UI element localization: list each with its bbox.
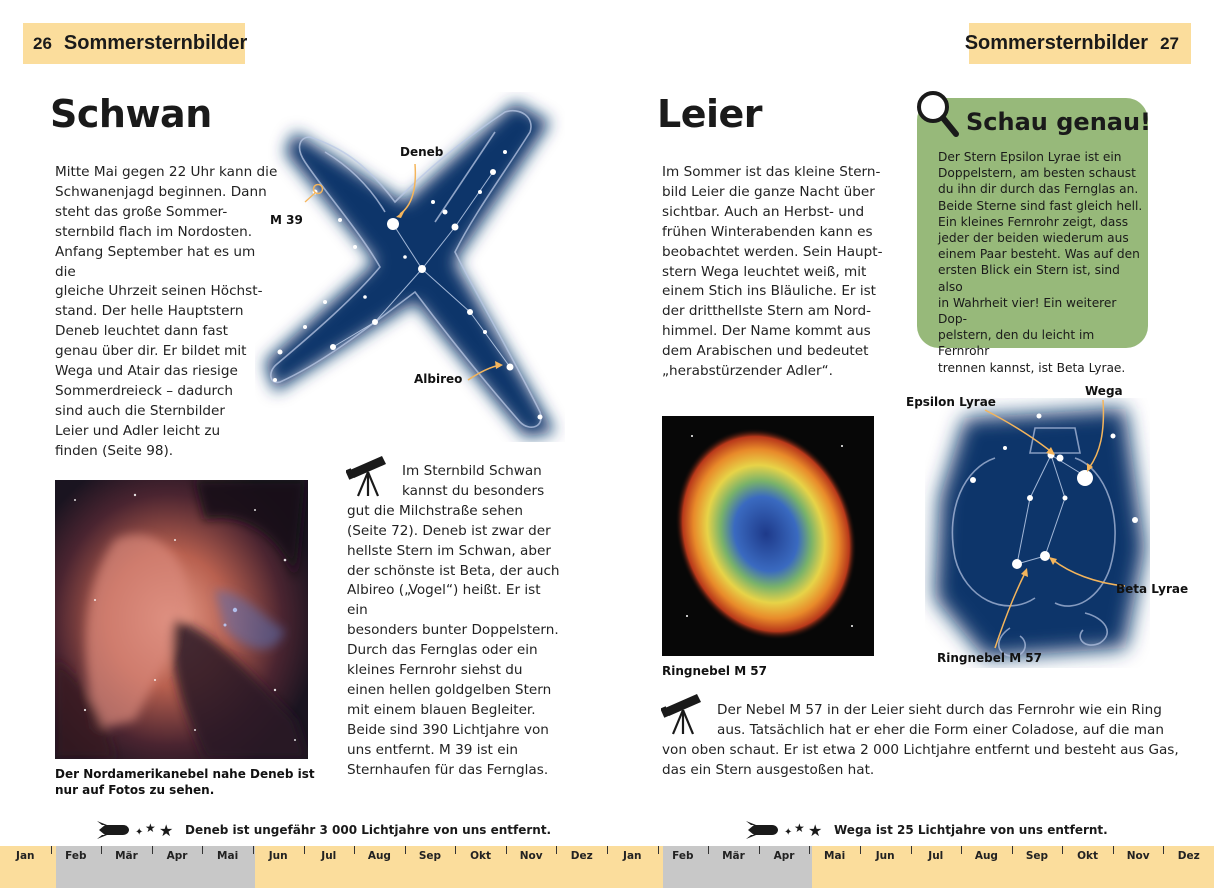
text-line: sichtbar. Auch an Herbst- und [662, 203, 865, 220]
month-label: Dez [570, 850, 593, 862]
label-epsilon-lyrae: Epsilon Lyrae [906, 395, 996, 409]
text-line: kleines Fernrohr siehst du [347, 662, 523, 679]
text-line: von oben schaut. Er ist etwa 2 000 Lichtjahre entfernt und besteht aus Gas, [662, 741, 1179, 758]
text-line: Deneb leuchtet dann fast [55, 323, 228, 340]
month-label: Aug [974, 850, 998, 862]
text-line: bild Leier die ganze Nacht über [662, 183, 875, 200]
page-title-leier: Leier [657, 92, 763, 136]
text-line: Im Sternbild Schwan [402, 463, 542, 479]
page-title-schwan: Schwan [50, 92, 212, 136]
svg-text:★: ★ [794, 821, 805, 835]
month-tick [1163, 846, 1164, 854]
text-line: jeder der beiden wiederum aus [938, 231, 1129, 246]
month-tick [405, 846, 406, 854]
month-label: Jun [875, 850, 895, 862]
schwan-telescope-tip [347, 462, 562, 781]
label-beta-lyrae: Beta Lyrae [1116, 582, 1189, 596]
month-tick [658, 846, 659, 854]
month-label: Nov [519, 850, 543, 862]
month-tick [961, 846, 962, 854]
text-line: pelstern, den du leicht im Fernrohr [938, 328, 1095, 359]
text-line: Mitte Mai gegen 22 Uhr kann die [55, 164, 278, 180]
month-tick [1062, 846, 1063, 854]
text-line: Beide sind 390 Lichtjahre von [347, 721, 549, 738]
text-line: Doppelstern, am besten schaust [938, 166, 1136, 181]
month-tick [556, 846, 557, 854]
text-line: einem Paar besteht. Was auf den [938, 247, 1140, 262]
rocket-stars-icon [746, 820, 826, 840]
wega-star [1077, 470, 1093, 486]
leier-telescope-tip [662, 701, 1202, 781]
month-label: Okt [1077, 850, 1098, 862]
text-line: Sternhaufen für das Fernglas. [347, 761, 549, 778]
text-line: Der Nebel M 57 in der Leier sieht durch das Fernrohr wie ein Ring [717, 702, 1162, 718]
text-line: genau über dir. Er bildet mit [55, 343, 247, 360]
svg-text:★: ★ [808, 821, 823, 840]
label-ringnebel-m57: Ringnebel M 57 [937, 651, 1043, 665]
page-number: 27 [1160, 33, 1179, 53]
month-tick [759, 846, 760, 854]
month-tick [1113, 846, 1114, 854]
left-page-header [23, 23, 248, 64]
wega-distance-text: Wega ist 25 Lichtjahre von uns entfernt. [834, 823, 1108, 837]
month-label: Apr [166, 850, 188, 862]
text-line: trennen kannst, ist Beta Lyrae. [938, 360, 1126, 375]
deneb-distance [97, 818, 551, 842]
text-line: gleiche Uhrzeit seinen Höchst- [55, 283, 263, 300]
svg-text:★: ★ [145, 821, 156, 835]
text-line: hellste Stern im Schwan, aber [347, 542, 551, 559]
month-tick [253, 846, 254, 854]
text-line: frühen Winterabenden kann es [662, 223, 873, 240]
text-line: das ein Stern ausgestoßen hat. [662, 761, 875, 778]
text-line: der dritthellste Stern am Nord- [662, 303, 872, 320]
month-tick [860, 846, 861, 854]
text-line: stand. Der helle Hauptstern [55, 303, 244, 320]
label-deneb: Deneb [400, 145, 444, 159]
right-page-header [964, 23, 1191, 64]
month-label: Dez [1177, 850, 1200, 862]
svg-text:✦: ✦ [135, 827, 144, 838]
page-number: 26 [33, 33, 52, 53]
text-line: Durch das Fernglas oder ein [347, 642, 538, 659]
month-label: Jan [623, 850, 642, 862]
text-line: Der Nordamerikanebel nahe Deneb ist [55, 767, 315, 781]
text-line: Ein kleines Fernrohr zeigt, dass [938, 214, 1129, 229]
text-line: Leier und Adler leicht zu [55, 422, 221, 439]
month-label: Nov [1126, 850, 1150, 862]
text-line: uns entfernt. M 39 ist ein [347, 741, 518, 758]
month-visibility-timeline [0, 846, 1214, 888]
month-label: Mai [824, 850, 846, 862]
schau-genau-text [938, 149, 1148, 376]
text-line: sind auch die Sternbilder [55, 402, 225, 419]
text-line: sternbild flach im Nordosten. [55, 223, 253, 240]
month-label: Jun [268, 850, 288, 862]
text-line: „herabstürzender Adler“. [662, 363, 833, 380]
month-label: Jul [321, 850, 337, 862]
text-line: Albireo („Vogel“) heißt. Er ist ein [347, 582, 541, 619]
deneb-star [387, 218, 399, 230]
month-tick [607, 846, 608, 854]
month-tick [202, 846, 203, 854]
month-label: Sep [418, 850, 442, 862]
month-tick [51, 846, 52, 854]
label-m39: M 39 [270, 213, 303, 227]
month-label: Okt [470, 850, 491, 862]
lyra-constellation-image [925, 398, 1150, 668]
text-line: einen hellen goldgelben Stern [347, 681, 552, 698]
month-tick [708, 846, 709, 854]
text-line: du ihn dir durch das Fernglas an. [938, 182, 1139, 197]
schau-genau-title: Schau genau! [966, 108, 1152, 136]
month-label: Aug [367, 850, 391, 862]
month-tick [152, 846, 153, 854]
text-line: finden (Seite 98). [55, 442, 174, 459]
month-label: Sep [1025, 850, 1049, 862]
leier-intro-text [662, 163, 892, 382]
text-line: Anfang September hat es um die [55, 243, 256, 280]
text-line: in Wahrheit vier! Ein weiterer Dop- [938, 295, 1117, 327]
text-line: Der Stern Epsilon Lyrae ist ein [938, 150, 1122, 164]
month-label: Mär [722, 850, 745, 862]
text-line: kannst du besonders [402, 482, 545, 499]
month-label: Jul [928, 850, 944, 862]
north-america-nebula-photo [55, 480, 308, 759]
month-tick [911, 846, 912, 854]
text-line: (Seite 72). Deneb ist zwar der [347, 522, 551, 539]
text-line: Schwanenjagd beginnen. Dann [55, 183, 267, 200]
month-tick [506, 846, 507, 854]
month-tick [304, 846, 305, 854]
text-line: beobachtet werden. Sein Haupt- [662, 243, 883, 260]
month-label: Feb [65, 850, 87, 862]
text-line: gut die Milchstraße sehen [347, 502, 523, 519]
month-tick [101, 846, 102, 854]
label-albireo: Albireo [414, 372, 463, 386]
magnifier-icon [914, 88, 960, 138]
month-tick [455, 846, 456, 854]
svg-text:✦: ✦ [784, 827, 793, 838]
text-line: Im Sommer ist das kleine Stern- [662, 164, 881, 180]
nebula-photo-caption [55, 766, 315, 798]
text-line: himmel. Der Name kommt aus [662, 323, 871, 340]
text-line: Beide Sterne sind fast gleich hell. [938, 198, 1143, 213]
text-line: Wega und Atair das riesige [55, 363, 238, 380]
ring-nebula-photo [662, 416, 874, 656]
month-tick [1012, 846, 1013, 854]
deneb-distance-text: Deneb ist ungefähr 3 000 Lichtjahre von uns entfernt. [185, 823, 552, 837]
month-label: Feb [672, 850, 694, 862]
text-line: der schönste ist Beta, der auch [347, 562, 560, 579]
text-line: mit einem blauen Begleiter. [347, 701, 536, 718]
month-label: Jan [16, 850, 35, 862]
month-label: Apr [773, 850, 795, 862]
ring-nebula-caption: Ringnebel M 57 [662, 664, 768, 678]
month-tick [809, 846, 810, 854]
svg-text:★: ★ [159, 821, 174, 840]
text-line: besonders bunter Doppelstern. [347, 622, 559, 639]
text-line: Sommerdreieck – dadurch [55, 382, 233, 399]
schwan-intro-text [55, 163, 280, 462]
text-line: ersten Blick ein Stern ist, sind also [938, 263, 1120, 294]
text-line: stern Wega leuchtet weiß, mit [662, 263, 867, 280]
text-line: nur auf Fotos zu sehen. [55, 783, 215, 797]
month-tick [354, 846, 355, 854]
text-line: dem Arabischen und bedeutet [662, 343, 869, 360]
month-label: Mai [217, 850, 239, 862]
section-title: Sommersternbilder [63, 32, 248, 54]
section-title: Sommersternbilder [964, 32, 1149, 54]
text-line: aus. Tatsächlich hat er eher die Form einer Coladose, auf die man [717, 721, 1164, 738]
wega-distance [746, 818, 1108, 842]
month-label: Mär [115, 850, 138, 862]
rocket-stars-icon [97, 820, 177, 840]
text-line: steht das große Sommer- [55, 203, 228, 220]
text-line: einem Stich ins Bläuliche. Er ist [662, 283, 877, 300]
label-wega: Wega [1085, 384, 1123, 398]
